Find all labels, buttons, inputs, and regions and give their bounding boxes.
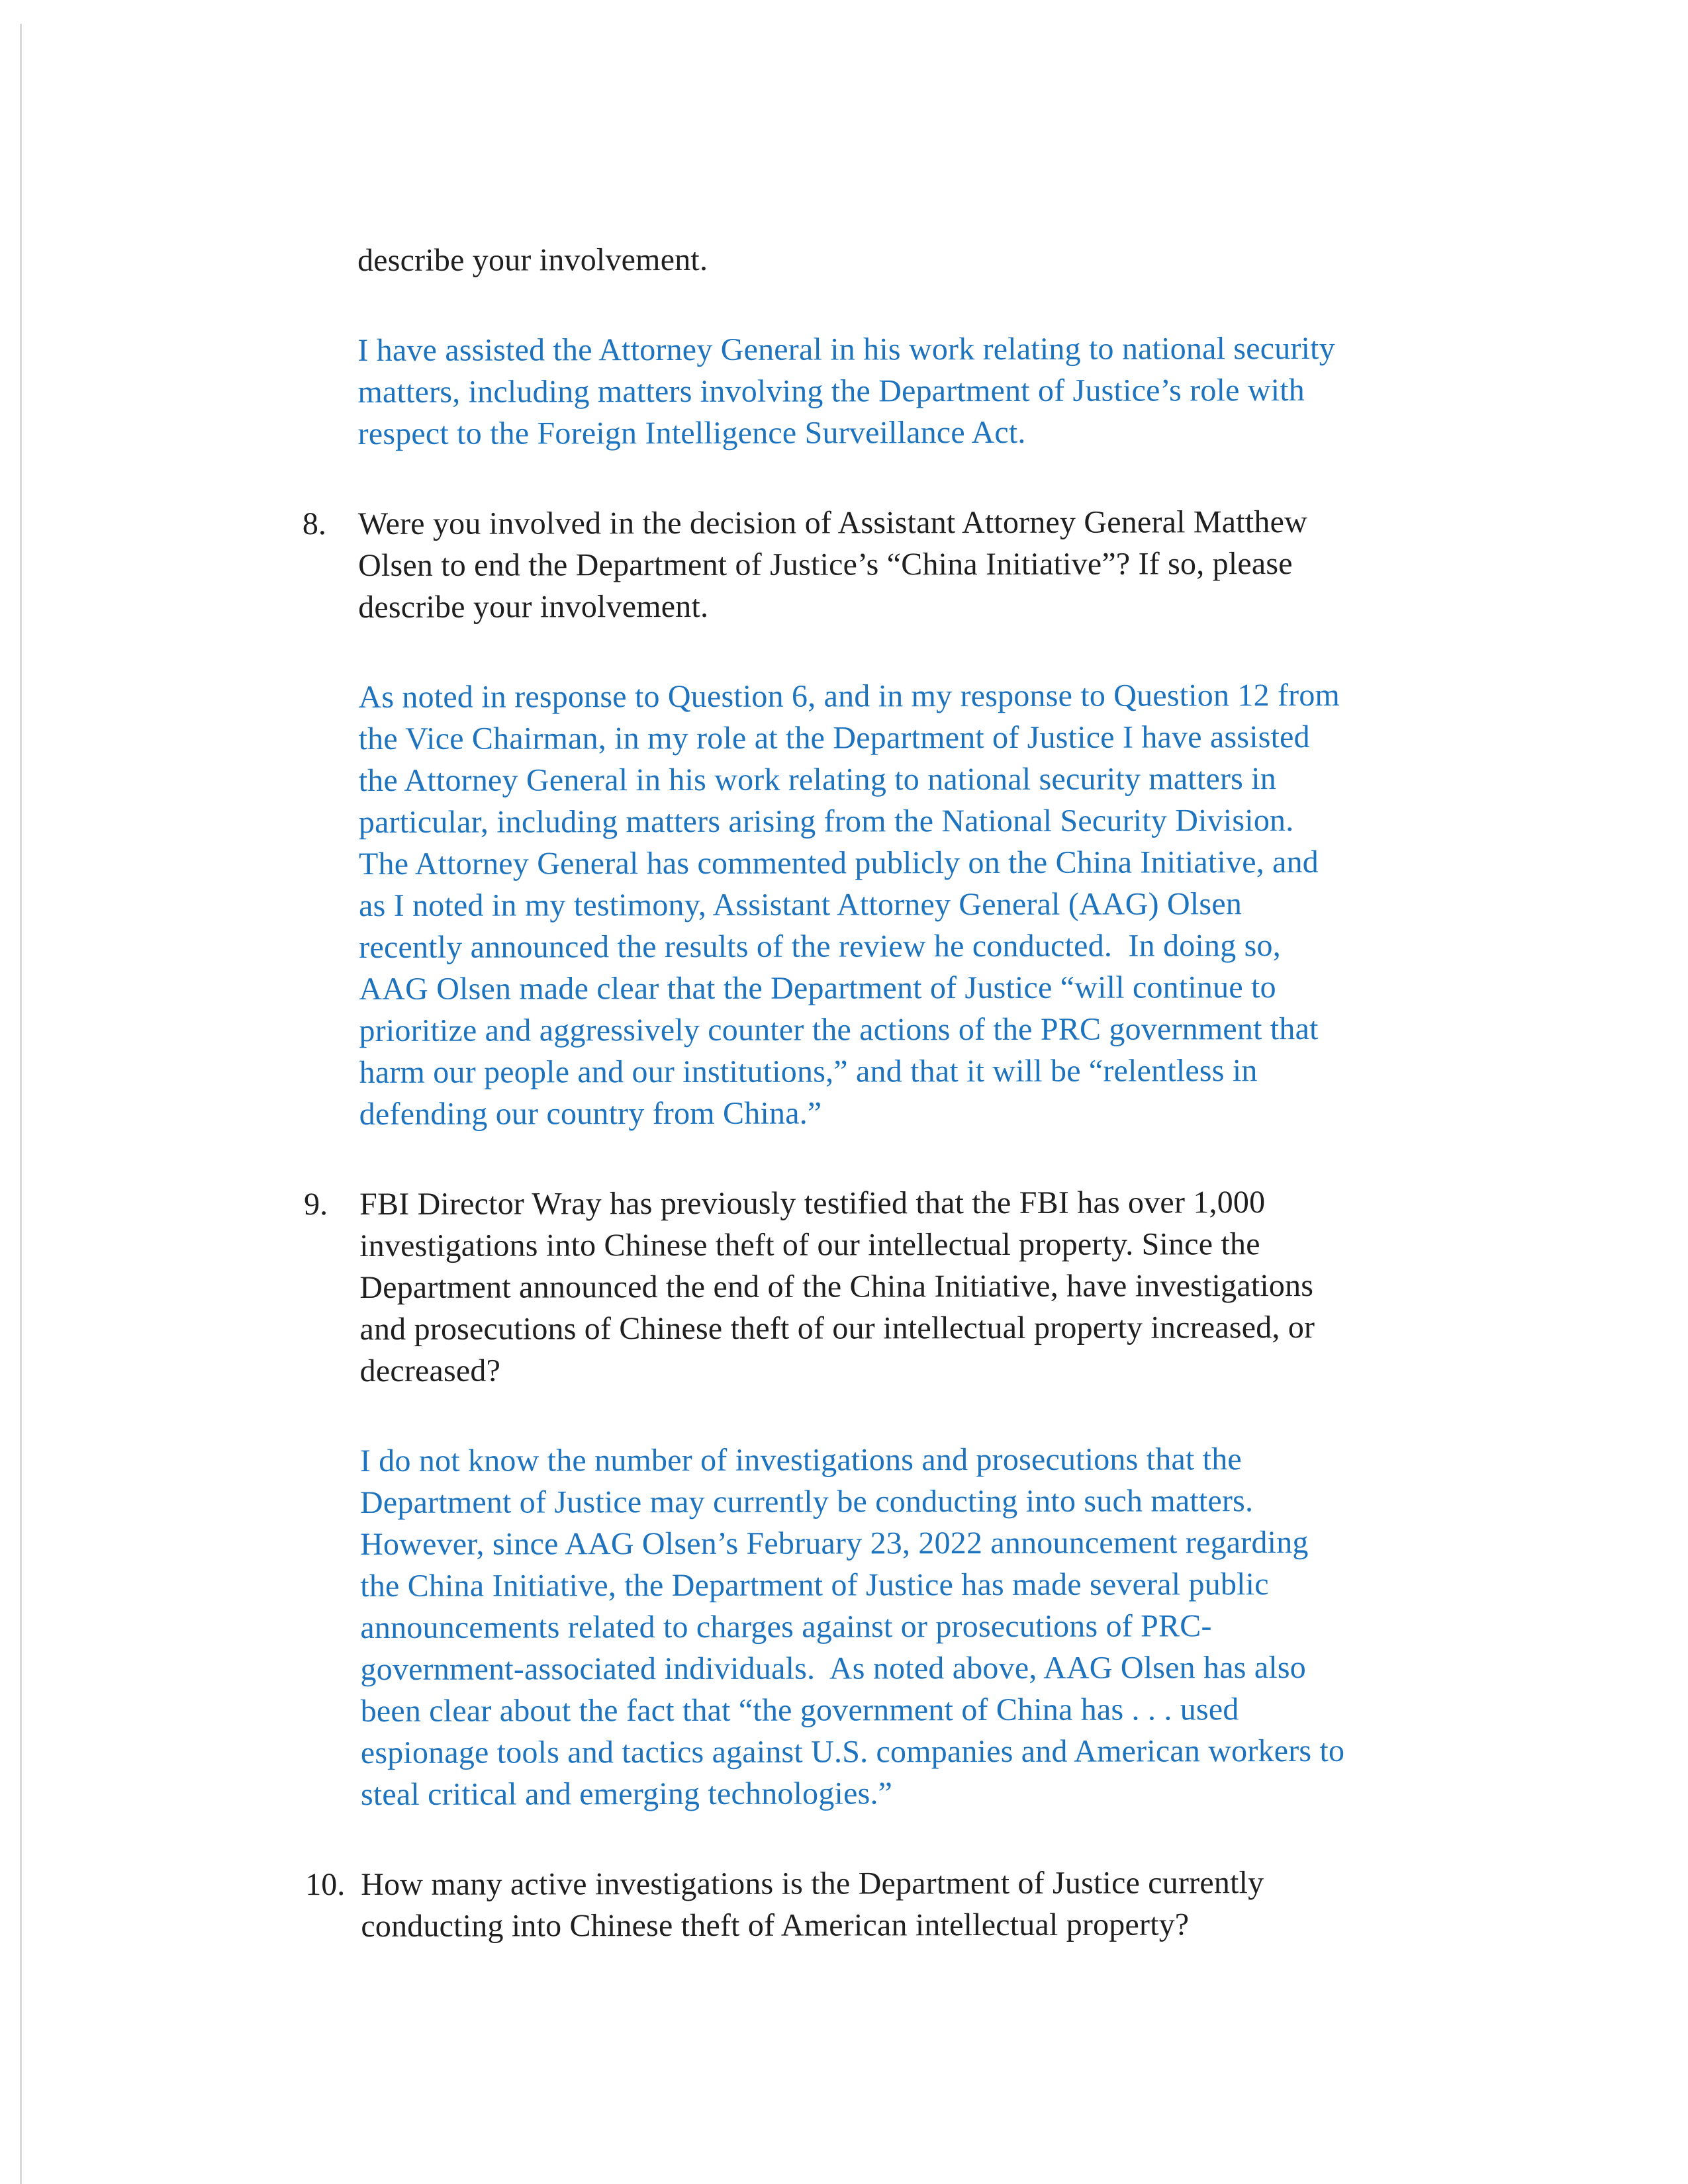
scan-edge-artifact — [20, 24, 22, 2184]
text-line: harm our people and our institutions,” and that it will be “relentless in — [359, 1053, 1258, 1090]
text-line: the China Initiative, the Department of Justice has made several public — [360, 1567, 1269, 1604]
question-number: 10. — [305, 1867, 346, 1903]
text-line: decreased? — [359, 1353, 501, 1388]
text-line: Department of Justice may currently be conducting into such matters. — [359, 1483, 1254, 1520]
answer-block — [357, 327, 1509, 455]
text-line: espionage tools and tactics against U.S. companies and American workers to — [360, 1733, 1345, 1770]
question-number: 9. — [303, 1187, 328, 1222]
text-line: recently announced the results of the review he conducted. In doing so, — [359, 928, 1281, 965]
text-line: describe your involvement. — [357, 242, 708, 278]
text-line: government-associated individuals. As noted above, AAG Olsen has also — [360, 1650, 1306, 1687]
text-line: However, since AAG Olsen’s February 23, 2022 announcement regarding — [360, 1524, 1309, 1562]
document-content — [302, 237, 1513, 1995]
text-line: FBI Director Wray has previously testified that the FBI has over 1,000 — [359, 1185, 1266, 1222]
text-line: been clear about the fact that “the government of China has . . . used — [360, 1692, 1239, 1729]
text-line: as I noted in my testimony, Assistant Attorney General (AAG) Olsen — [359, 886, 1243, 923]
text-line: and prosecutions of Chinese theft of our intellectual property increased, or — [359, 1309, 1315, 1347]
answer-block — [360, 1437, 1513, 1815]
question-block — [305, 1861, 1513, 1947]
text-line: the Attorney General in his work relating to national security matters in — [358, 761, 1276, 798]
text-line: conducting into Chinese theft of American intellectual property? — [361, 1907, 1190, 1944]
text-line: Department announced the end of the China Initiative, have investigations — [359, 1267, 1314, 1305]
text-line: particular, including matters arising from the National Security Division. — [358, 803, 1294, 840]
text-line: describe your involvement. — [358, 588, 709, 625]
text-line: Olsen to end the Department of Justice’s “China Initiative”? If so, please — [357, 546, 1293, 583]
text-line: investigations into Chinese theft of our intellectual property. Since the — [359, 1226, 1260, 1263]
text-line: respect to the Foreign Intelligence Surveillance Act. — [357, 414, 1026, 451]
question-block — [302, 500, 1510, 628]
text-line: How many active investigations is the Department of Justice currently — [361, 1865, 1264, 1902]
question-block — [303, 1181, 1512, 1392]
text-line: matters, including matters involving the Department of Justice’s role with — [357, 373, 1305, 410]
text-line: the Vice Chairman, in my role at the Department of Justice I have assisted — [358, 719, 1310, 756]
text-line: As noted in response to Question 6, and in my response to Question 12 from — [358, 677, 1340, 715]
text-line: prioritize and aggressively counter the actions of the PRC government that — [359, 1011, 1319, 1048]
text-line: announcements related to charges against or prosecutions of PRC- — [360, 1608, 1212, 1645]
answer-block — [358, 674, 1511, 1135]
question-number: 8. — [302, 506, 326, 542]
continuation-block — [357, 237, 1509, 281]
text-line: I have assisted the Attorney General in his work relating to national security — [357, 330, 1335, 368]
text-line: steal critical and emerging technologies.” — [360, 1776, 893, 1812]
text-line: The Attorney General has commented publicly on the China Initiative, and — [358, 844, 1319, 882]
text-line: defending our country from China.” — [359, 1095, 822, 1132]
text-line: Were you involved in the decision of Assistant Attorney General Matthew — [357, 504, 1307, 541]
text-line: I do not know the number of investigations and prosecutions that the — [359, 1441, 1242, 1479]
text-line: AAG Olsen made clear that the Department of Justice “will continue to — [359, 970, 1276, 1007]
